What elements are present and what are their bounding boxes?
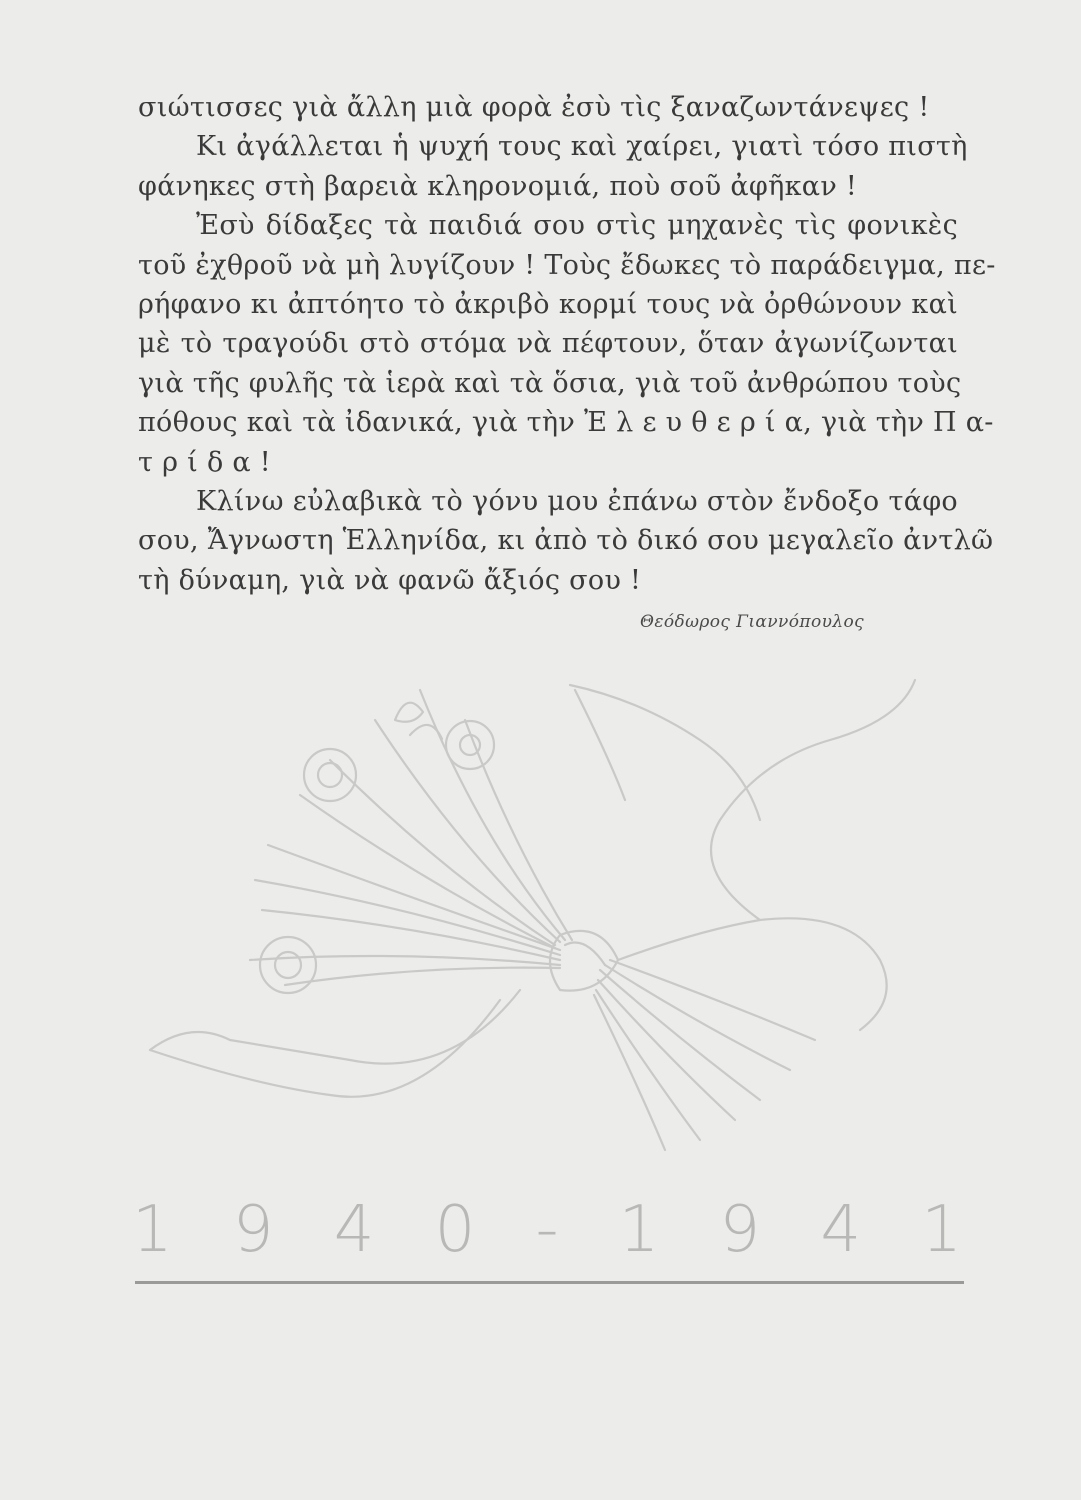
poem-line: πόθους καὶ τὰ ἰδανικά, γιὰ τὴν Ἐ λ ε υ θ ε ρ ί α, γιὰ τὴν Π α- [138, 407, 994, 439]
year-glyph: 1 [132, 1193, 173, 1267]
poem-line: σου, Ἄγνωστη Ἑλληνίδα, κι ἀπὸ τὸ δικό σου μεγαλεῖο ἀντλῶ [138, 525, 994, 557]
year-glyph: 9 [232, 1193, 274, 1267]
poem-line: τοῦ ἐχθροῦ νὰ μὴ λυγίζουν ! Τοὺς ἔδωκες τὸ παράδειγμα, πε- [138, 249, 996, 281]
year-glyph: 1 [618, 1193, 660, 1267]
poem-line: Κλίνω εὐλαβικὰ τὸ γόνυ μου ἐπάνω στὸν ἔνδοξο τάφο [196, 486, 958, 518]
year-glyph: 9 [719, 1193, 761, 1267]
year-glyph: 0 [434, 1193, 476, 1267]
year-underline [135, 1281, 964, 1284]
year-banner [132, 1195, 962, 1265]
poem-line: τ ρ ί δ α ! [138, 446, 271, 478]
author-signature: Θεόδωρος Γιαννόπουλος [640, 612, 865, 632]
poem-line: σιώτισσες γιὰ ἄλλη μιὰ φορὰ ἐσὺ τὶς ξαναζωντάνεψες ! [138, 92, 930, 123]
poem-line: μὲ τὸ τραγούδι στὸ στόμα νὰ πέφτουν, ὅταν ἀγωνίζωνται [138, 328, 958, 360]
poem-line: γιὰ τῆς φυλῆς τὰ ἱερὰ καὶ τὰ ὅσια, γιὰ τοῦ ἀνθρώπου τοὺς [138, 367, 962, 399]
poem-line: ρήφανο κι ἀπτόητο τὸ ἀκριβὸ κορμί τους νὰ ὀρθώνουν καὶ [138, 289, 958, 321]
year-glyph: 4 [333, 1193, 375, 1267]
year-glyph: 4 [820, 1193, 862, 1267]
poem-line: Ἐσὺ δίδαξες τὰ παιδιά σου στὶς μηχανὲς τὶς φονικὲς [196, 210, 958, 242]
year-glyph: 1 [921, 1193, 962, 1267]
poem-line: τὴ δύναμη, γιὰ νὰ φανῶ ἄξιός σου ! [138, 564, 642, 596]
poem-line: Κι ἀγάλλεται ἡ ψυχή τους καὶ χαίρει, γιατὶ τόσο πιστὴ [196, 131, 968, 163]
year-glyph: - [535, 1193, 559, 1267]
poem-line: φάνηκες στὴ βαρειὰ κληρονομιά, ποὺ σοῦ ἀφῆκαν ! [138, 170, 858, 202]
